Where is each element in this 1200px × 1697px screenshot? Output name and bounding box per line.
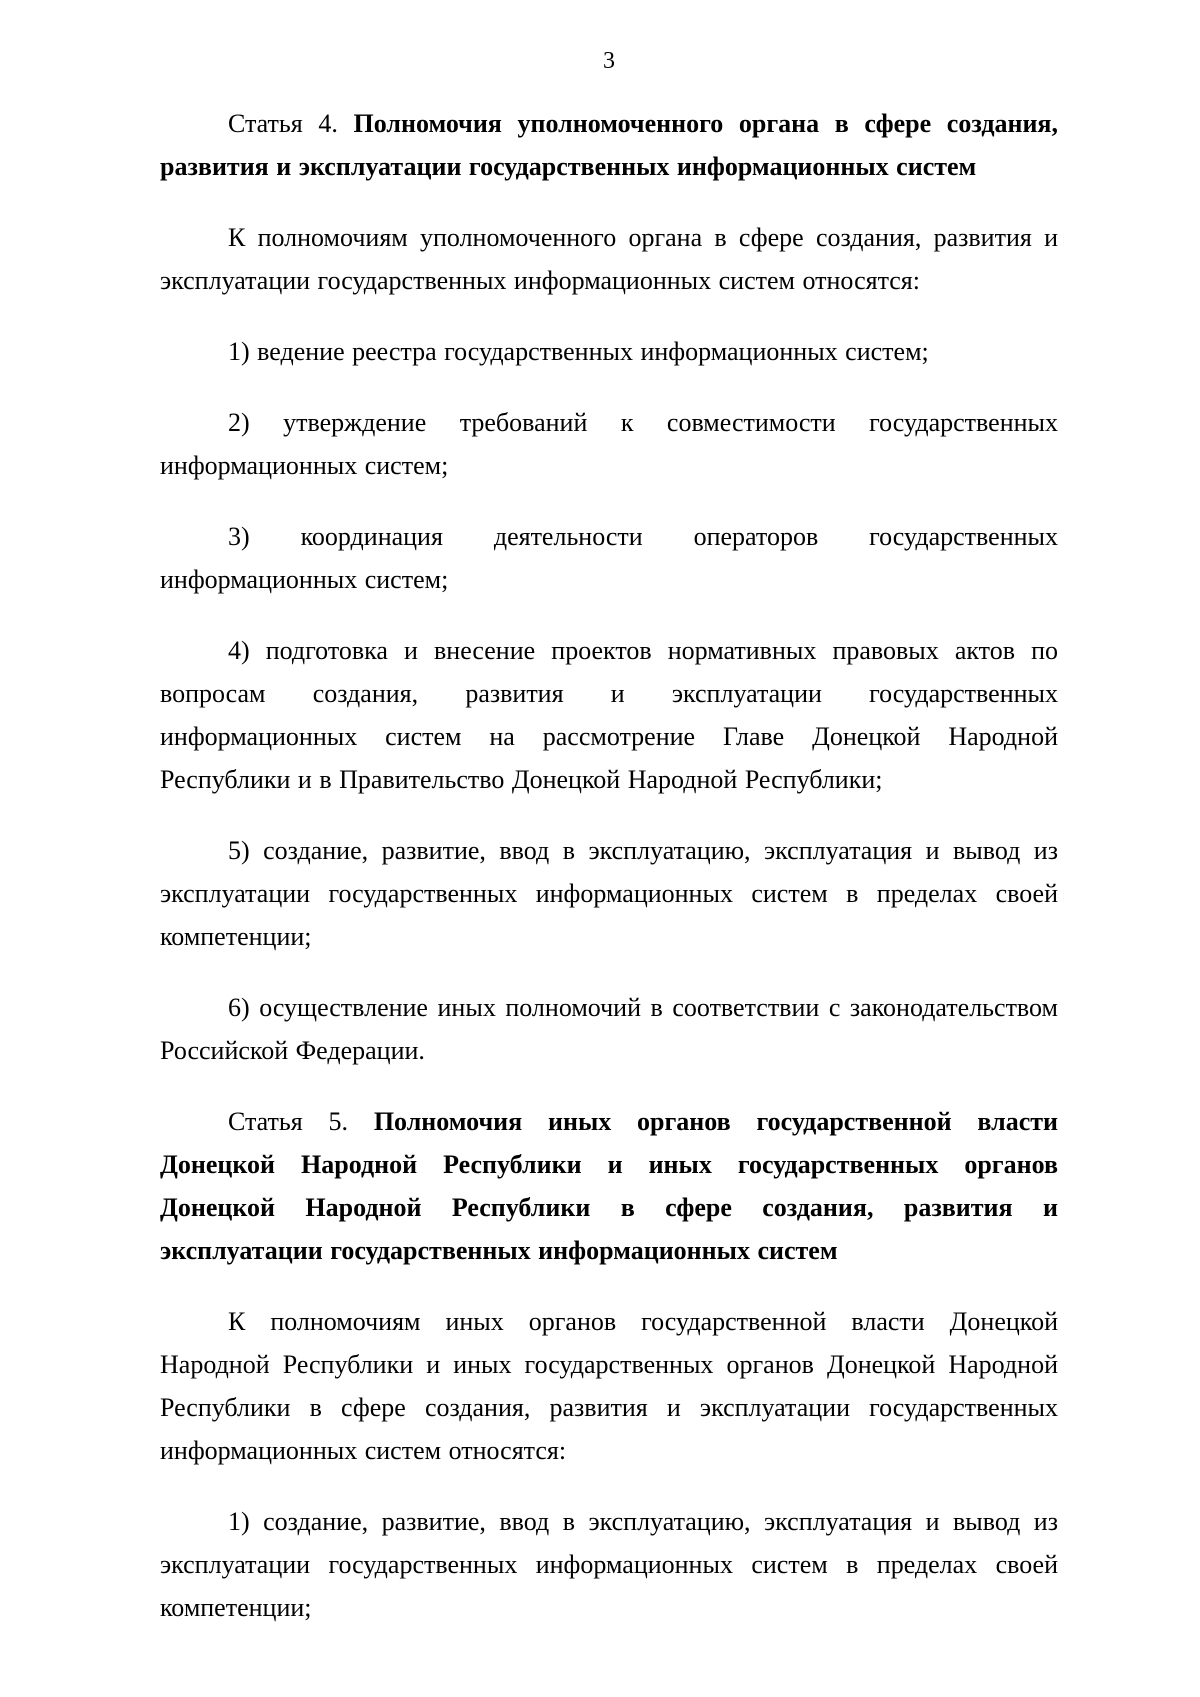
article-4-title: Полномочия уполномоченного органа в сфере создания, развития и эксплуатации государственных информационных систем	[160, 109, 1058, 181]
article-5-title: Полномочия иных органов государственной власти Донецкой Народной Республики и иных государственных органов Донецкой Народной Республики в сфере создания, развития и эксплуатации государственных информационных систем	[160, 1107, 1058, 1265]
article-4-heading	[160, 102, 1058, 188]
page-number: 3	[603, 48, 615, 74]
article-4-item-4: 4) подготовка и внесение проектов нормативных правовых актов по вопросам создания, развития и эксплуатации государственных информационных систем на рассмотрение Главе Донецкой Народной Республики и в Правительство Донецкой Народной Республики;	[160, 636, 1058, 794]
article-4-label: Статья 4.	[228, 109, 338, 138]
article-4-intro-paragraph: К полномочиям уполномоченного органа в сфере создания, развития и эксплуатации государственных информационных систем относятся:	[160, 223, 1058, 295]
article-4-item-2: 2) утверждение требований к совместимости государственных информационных систем;	[160, 408, 1058, 480]
article-4-item-6: 6) осуществление иных полномочий в соответствии с законодательством Российской Федерации.	[160, 993, 1058, 1065]
article-5-item-1: 1) создание, развитие, ввод в эксплуатацию, эксплуатация и вывод из эксплуатации государственных информационных систем в пределах своей компетенции;	[160, 1507, 1058, 1622]
article-5-heading	[160, 1100, 1058, 1272]
article-4-item-3: 3) координация деятельности операторов государственных информационных систем;	[160, 522, 1058, 594]
article-4-item-5: 5) создание, развитие, ввод в эксплуатацию, эксплуатация и вывод из эксплуатации государственных информационных систем в пределах своей компетенции;	[160, 836, 1058, 951]
article-5-intro-paragraph: К полномочиям иных органов государственной власти Донецкой Народной Республики и иных государственных органов Донецкой Народной Республики в сфере создания, развития и эксплуатации государственных информационных систем относятся:	[160, 1307, 1058, 1465]
article-4-item-1: 1) ведение реестра государственных информационных систем;	[228, 337, 929, 366]
article-5-label: Статья 5.	[228, 1107, 349, 1136]
